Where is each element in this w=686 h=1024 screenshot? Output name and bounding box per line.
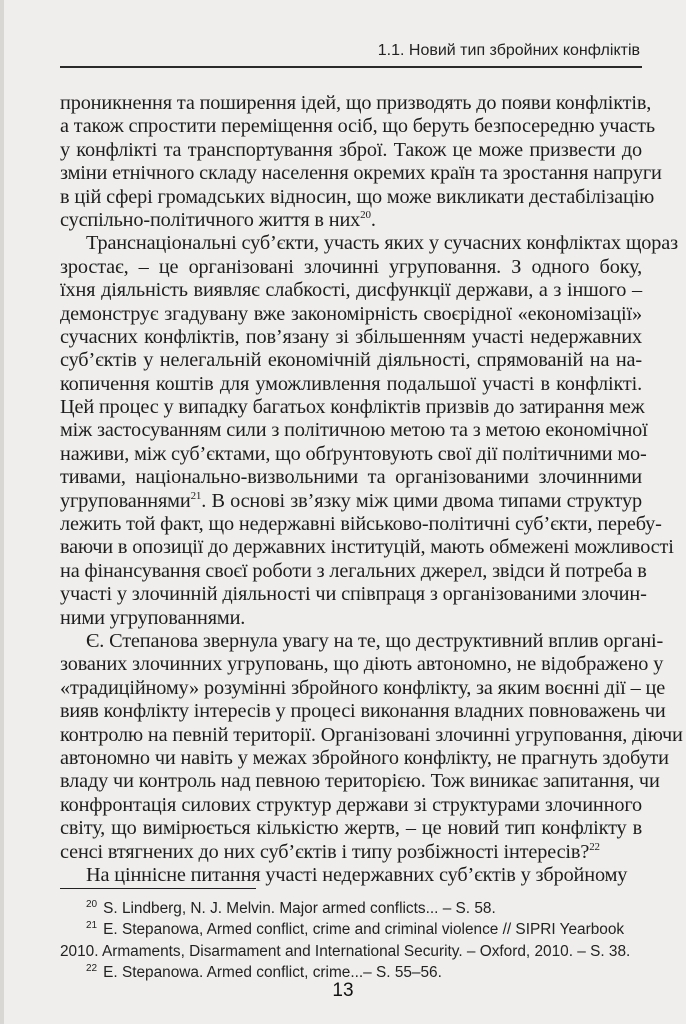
footnote-number: 20 [86, 899, 98, 910]
text-line [60, 303, 642, 326]
text-line [60, 373, 642, 396]
footnotes [60, 898, 642, 983]
footnote-text: E. Stepanowa, Armed conflict, crime and criminal violence // SIPRI Yearbook [103, 921, 625, 939]
footnote-line [60, 919, 642, 940]
text-line [60, 162, 662, 185]
text-line [60, 723, 683, 747]
text-line [60, 442, 647, 466]
text-line [60, 349, 642, 372]
text-line [60, 115, 655, 138]
text-line [60, 256, 642, 279]
line-text: проникнення та поширення ідей, що призводять до появи конфліктів, [60, 92, 652, 114]
line-text: між застосуванням сили з політичною метою та з метою економічної [60, 419, 648, 442]
line-text: лежить той факт, що недержавні військово-політичні суб’єкти, перебу- [60, 513, 662, 536]
line-text: Транснаціональні суб’єкти, участь яких у сучасних конфліктах щораз [86, 232, 679, 255]
line-text: зованих злочинних угруповань, що діють автономно, не відображено у [60, 653, 664, 676]
line-text: тивами, національно-визвольними та організованими злочинними [60, 466, 642, 489]
text-line [60, 466, 642, 489]
text-line [60, 841, 642, 864]
line-text: «традиційному» розумінні збройного конфлікту, за яким воєнні дії – це [60, 676, 666, 699]
line-text: копичення коштів для уможливлення подальшої участі в конфлікті. [60, 372, 642, 395]
line-text: демонструє згадувану вже закономірність своєрідної «економізації» [60, 302, 642, 325]
footnote-text: 2010. Armaments, Disarmament and International Security. – Oxford, 2010. – S. 38. [60, 942, 631, 960]
line-text: зміни етнічного складу населення окремих країн та зростання напруги [60, 162, 662, 185]
body-text [60, 92, 683, 887]
line-text: вияв конфлікту інтересів у процесі виконання владних повноважень чи [60, 700, 666, 723]
text-line [60, 326, 642, 349]
text-line [60, 794, 642, 817]
footnote-reference: 21 [190, 489, 202, 502]
footnote-text: S. Lindberg, N. J. Melvin. Major armed conflicts... – S. 58. [103, 900, 496, 917]
line-text: владу чи контроль над певною територією. Тож виникає запитання, чи [60, 770, 660, 793]
footnote-reference: 22 [589, 840, 600, 853]
line-text-after-reference: . В основі зв’язку між цими двома типами структур [201, 489, 642, 512]
page-edge [0, 0, 4, 1024]
paragraph [60, 864, 642, 887]
line-text: На ціннісне питання участі недержавних суб’єктів у збройному [86, 863, 628, 886]
footnote-number: 22 [86, 962, 98, 974]
footnote-reference: 20 [360, 208, 371, 221]
text-line [60, 419, 648, 442]
text-line [60, 607, 642, 630]
text-line [60, 864, 642, 887]
line-text: зростає, – це організовані злочинні угруповання. З одного боку, [60, 255, 642, 278]
line-text: їхня діяльність виявляє слабкості, дисфункції держави, а з іншого – [60, 279, 642, 302]
line-text: суспільно-політичного життя в них [60, 208, 361, 231]
paragraph [60, 629, 683, 864]
footnote-line [60, 898, 642, 919]
footnote-line [60, 941, 642, 962]
line-text: участі у злочинній діяльності чи співпраця з організованими злочин- [60, 583, 647, 606]
line-text: світу, що вимірюється кількістю жертв, – це новий тип конфлікту в [60, 817, 642, 840]
line-text: Є. Степанова звернула увагу на те, що деструктивний вплив органі- [86, 629, 664, 652]
text-line [60, 92, 652, 115]
running-title: 1.1. Новий тип збройних конфліктів [377, 42, 640, 59]
text-line [60, 232, 679, 255]
line-text: ваючи в опозиції до державних інституцій, мають обмежені можливості [60, 536, 674, 559]
text-line [60, 770, 660, 793]
text-line [60, 139, 642, 162]
text-line [60, 676, 666, 700]
line-text: в цій сфері громадських відносин, що може викликати дестабілізацію [60, 185, 655, 208]
footnote-number: 21 [86, 920, 98, 932]
line-text: конфронтація силових структур держави зі структурами злочинного [60, 793, 642, 816]
line-text-after-reference: . [370, 208, 376, 231]
line-text: ними угрупованнями. [60, 606, 246, 629]
text-line [60, 490, 642, 513]
text-line [60, 559, 647, 583]
line-text: сучасних конфліктів, пов’язану зі збільшенням участі недержавних [60, 325, 642, 348]
footnote-rule [60, 888, 256, 889]
line-text: у конфлікті та транспортування зброї. Також це може призвести до [60, 138, 642, 161]
line-text: угрупованнями [60, 489, 191, 512]
line-text: а також спростити переміщення осіб, що беруть безпосередню участь [60, 115, 655, 138]
text-line [60, 185, 655, 209]
line-text: суб’єктів у нелегальній економічній діяльності, спрямованій на на- [60, 349, 642, 372]
text-line [60, 746, 669, 770]
text-line [60, 209, 642, 232]
text-line [60, 583, 647, 606]
line-text: на фінансування своєї роботи з легальних джерел, звідси й потреба в [60, 559, 647, 582]
text-line [60, 279, 642, 302]
text-line [60, 513, 662, 536]
line-text: автономно чи навіть у межах збройного конфлікту, не прагнуть здобути [60, 746, 669, 769]
line-text: Цей процес у випадку багатьох конфліктів призвів до затирання меж [60, 396, 645, 419]
paragraph [60, 92, 662, 232]
line-text: наживи, між суб’єктами, що обґрунтовують свої дії політичними мо- [60, 442, 647, 465]
line-text: контролю на певній території. Організовані злочинні угруповання, діючи [60, 723, 683, 746]
footnote-text: E. Stepanowa. Armed conflict, crime...– S. 55–56. [103, 963, 442, 981]
line-text: сенсі втягнених до них суб’єктів і типу розбіжності інтересів? [60, 840, 590, 863]
paragraph [60, 232, 679, 630]
header-rule [60, 66, 642, 68]
text-line [60, 700, 666, 723]
text-line [60, 536, 674, 559]
text-line [60, 817, 642, 840]
page-number: 13 [332, 980, 354, 1001]
text-line [60, 653, 664, 676]
text-line [60, 629, 664, 653]
text-line [60, 396, 645, 419]
